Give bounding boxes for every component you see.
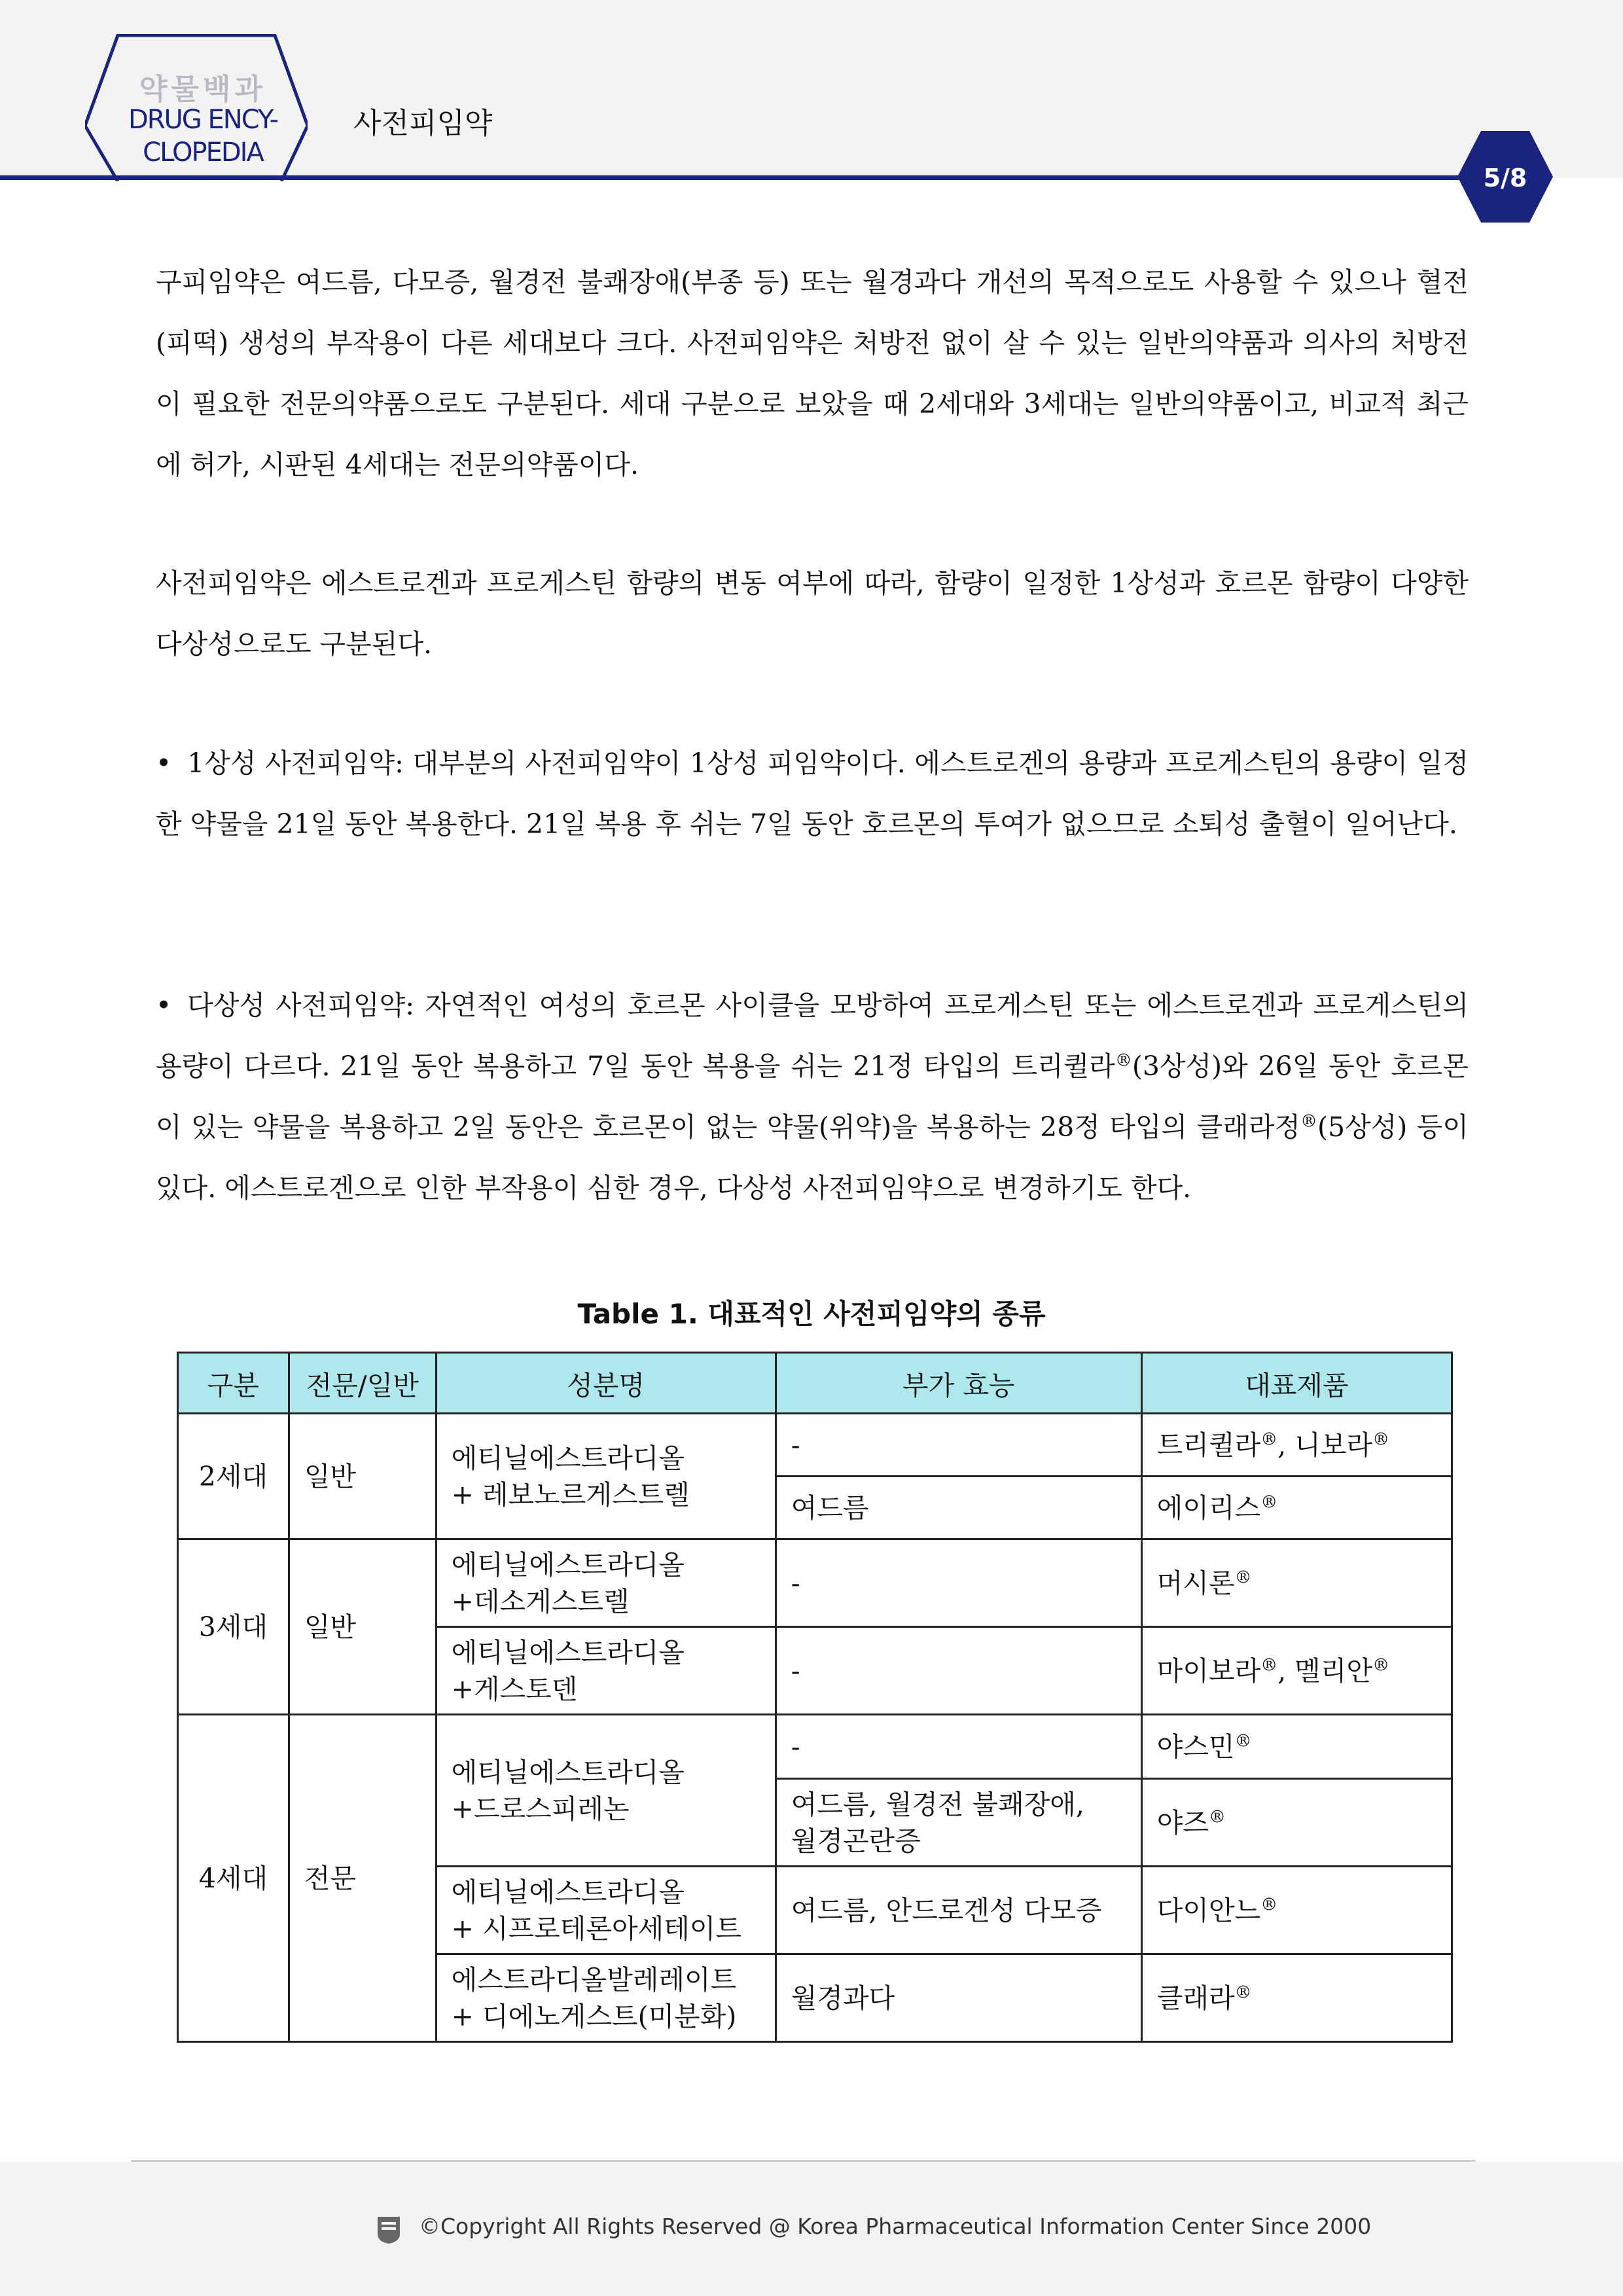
cell-effect: 여드름 — [776, 1477, 1141, 1539]
cell-generation: 4세대 — [178, 1715, 289, 2042]
header-generation: 구분 — [178, 1353, 289, 1414]
cell-product: 마이보라®, 멜리안® — [1141, 1627, 1452, 1715]
page-number: 5/8 — [1483, 164, 1527, 192]
paragraph-1-text: 구피임약은 여드름, 다모증, 월경전 불쾌장애(부종 등) 또는 월경과다 개선의 목적으로도 사용할 수 있으나 혈전(피떡) 생성의 부작용이 다른 세대보다 크다. 사전피임약은 처방전 없이 살 수 있는 일반의약품과 의사의 처방전이 필요한 전문의약품으로도 구분된다. 세대 구분으로 보았을 때 2세대와 3세대는 일반의약품이고, 비교적 최근에 허가, 시판된 4세대는 전문의약품이다. — [156, 266, 1469, 480]
cell-product: 다이안느® — [1141, 1867, 1452, 1954]
table-row — [178, 1539, 1452, 1627]
cell-effect: 여드름, 안드로겐성 다모증 — [776, 1867, 1141, 1954]
cell-product: 머시론® — [1141, 1539, 1452, 1627]
paragraph-2-text: 사전피임약은 에스트로겐과 프로게스틴 함량의 변동 여부에 따라, 함량이 일정한 1상성과 호르몬 함량이 다양한 다상성으로도 구분된다. — [156, 567, 1469, 660]
cell-effect: - — [776, 1715, 1141, 1779]
registered-mark: ® — [1234, 1567, 1252, 1587]
header-ingredient: 성분명 — [436, 1353, 776, 1414]
bullet-multiphasic — [156, 975, 1469, 1219]
cell-product: 에이리스® — [1141, 1477, 1452, 1539]
bullet-monophasic — [156, 733, 1469, 855]
bullet-multiphasic-text-c: (5상성) 등이 있다. 에스트로겐으로 인한 부작용이 심한 경우, 다상성 사전피임약으로 변경하기도 한다. — [156, 1111, 1469, 1204]
header-effect: 부가 효능 — [776, 1353, 1141, 1414]
logo-english-line2: CLOPEDIA — [143, 137, 263, 168]
cell-effect: - — [776, 1627, 1141, 1715]
registered-mark: ® — [1234, 1731, 1252, 1751]
bullet-icon: • — [156, 747, 172, 779]
logo-korean: 약물백과 — [139, 73, 266, 106]
cell-ingredient: 에티닐에스트라디올 +데소게스트렐 — [436, 1539, 776, 1627]
cell-generation: 3세대 — [178, 1539, 289, 1715]
bullet-multiphasic-text-a: 다상성 사전피임약: 자연적인 여성의 호르몬 사이클을 모방하여 프로게스틴 또는 에스트로겐과 프로게스틴의 용량이 다르다. 21일 동안 복용하고 7일 동안 복용을 쉬는 21정 타입의 트리퀼라 — [156, 990, 1469, 1082]
registered-mark: ® — [1372, 1429, 1390, 1449]
cell-effect: 여드름, 월경전 불쾌장애, 월경곤란증 — [776, 1779, 1141, 1867]
bullet-monophasic-text: 1상성 사전피임약: 대부분의 사전피임약이 1상성 피임약이다. 에스트로겐의 용량과 프로게스틴의 용량이 일정한 약물을 21일 동안 복용한다. 21일 복용 후 쉬는 7일 동안 호르몬의 투여가 없으므로 소퇴성 출혈이 일어난다. — [156, 747, 1469, 840]
cell-type: 일반 — [289, 1414, 436, 1539]
table-caption: Table 1. 대표적인 사전피임약의 종류 — [577, 1298, 1046, 1330]
logo-english-line1: DRUG ENCY- — [128, 105, 278, 135]
cell-ingredient: 에티닐에스트라디올 + 레보노르게스트렐 — [436, 1414, 776, 1539]
registered-mark: ® — [1300, 1111, 1318, 1132]
cell-effect: 월경과다 — [776, 1954, 1141, 2042]
registered-mark: ® — [1260, 1429, 1278, 1449]
cell-type: 일반 — [289, 1539, 436, 1715]
paragraph-1 — [156, 252, 1469, 495]
cell-ingredient: 에티닐에스트라디올 + 시프로테론아세테이트 — [436, 1867, 776, 1954]
registered-mark: ® — [1209, 1806, 1226, 1827]
cell-ingredient: 에티닐에스트라디올 +게스토덴 — [436, 1627, 776, 1715]
cell-product: 야스민® — [1141, 1715, 1452, 1779]
cell-effect: - — [776, 1414, 1141, 1477]
cell-generation: 2세대 — [178, 1414, 289, 1539]
registered-mark: ® — [1260, 1655, 1278, 1675]
cell-type: 전문 — [289, 1715, 436, 2042]
cell-product: 클래라® — [1141, 1954, 1452, 2042]
bullet-icon: • — [156, 990, 172, 1021]
contraceptive-table — [177, 1352, 1453, 2043]
header-type: 전문/일반 — [289, 1353, 436, 1414]
document-title: 사전피임약 — [353, 107, 493, 140]
cell-product: 트리퀼라®, 니보라® — [1141, 1414, 1452, 1477]
registered-mark: ® — [1260, 1894, 1278, 1914]
footer-copyright: ©Copyright All Rights Reserved @ Korea Pharmaceutical Information Center Since 2000 — [419, 2214, 1372, 2239]
header-product: 대표제품 — [1141, 1353, 1452, 1414]
bullet-multiphasic-text-b: (3상성)와 26일 동안 호르몬이 있는 약물을 복용하고 2일 동안은 호르몬이 없는 약물(위약)을 복용하는 28정 타입의 클래라정 — [156, 1050, 1469, 1143]
paragraph-2 — [156, 553, 1469, 675]
cell-ingredient: 에티닐에스트라디올 +드로스피레논 — [436, 1715, 776, 1867]
cell-ingredient: 에스트라디올발레레이트 + 디에노게스트(미분화) — [436, 1954, 776, 2042]
registered-mark: ® — [1372, 1655, 1390, 1675]
registered-mark: ® — [1234, 1982, 1252, 2002]
table-header-row — [178, 1353, 1452, 1414]
registered-mark: ® — [1260, 1492, 1278, 1512]
cell-effect: - — [776, 1539, 1141, 1627]
kpic-emblem-icon — [376, 2215, 401, 2244]
cell-product: 야즈® — [1141, 1779, 1452, 1867]
registered-mark: ® — [1115, 1050, 1132, 1071]
table-row — [178, 1414, 1452, 1477]
table-row — [178, 1715, 1452, 1779]
